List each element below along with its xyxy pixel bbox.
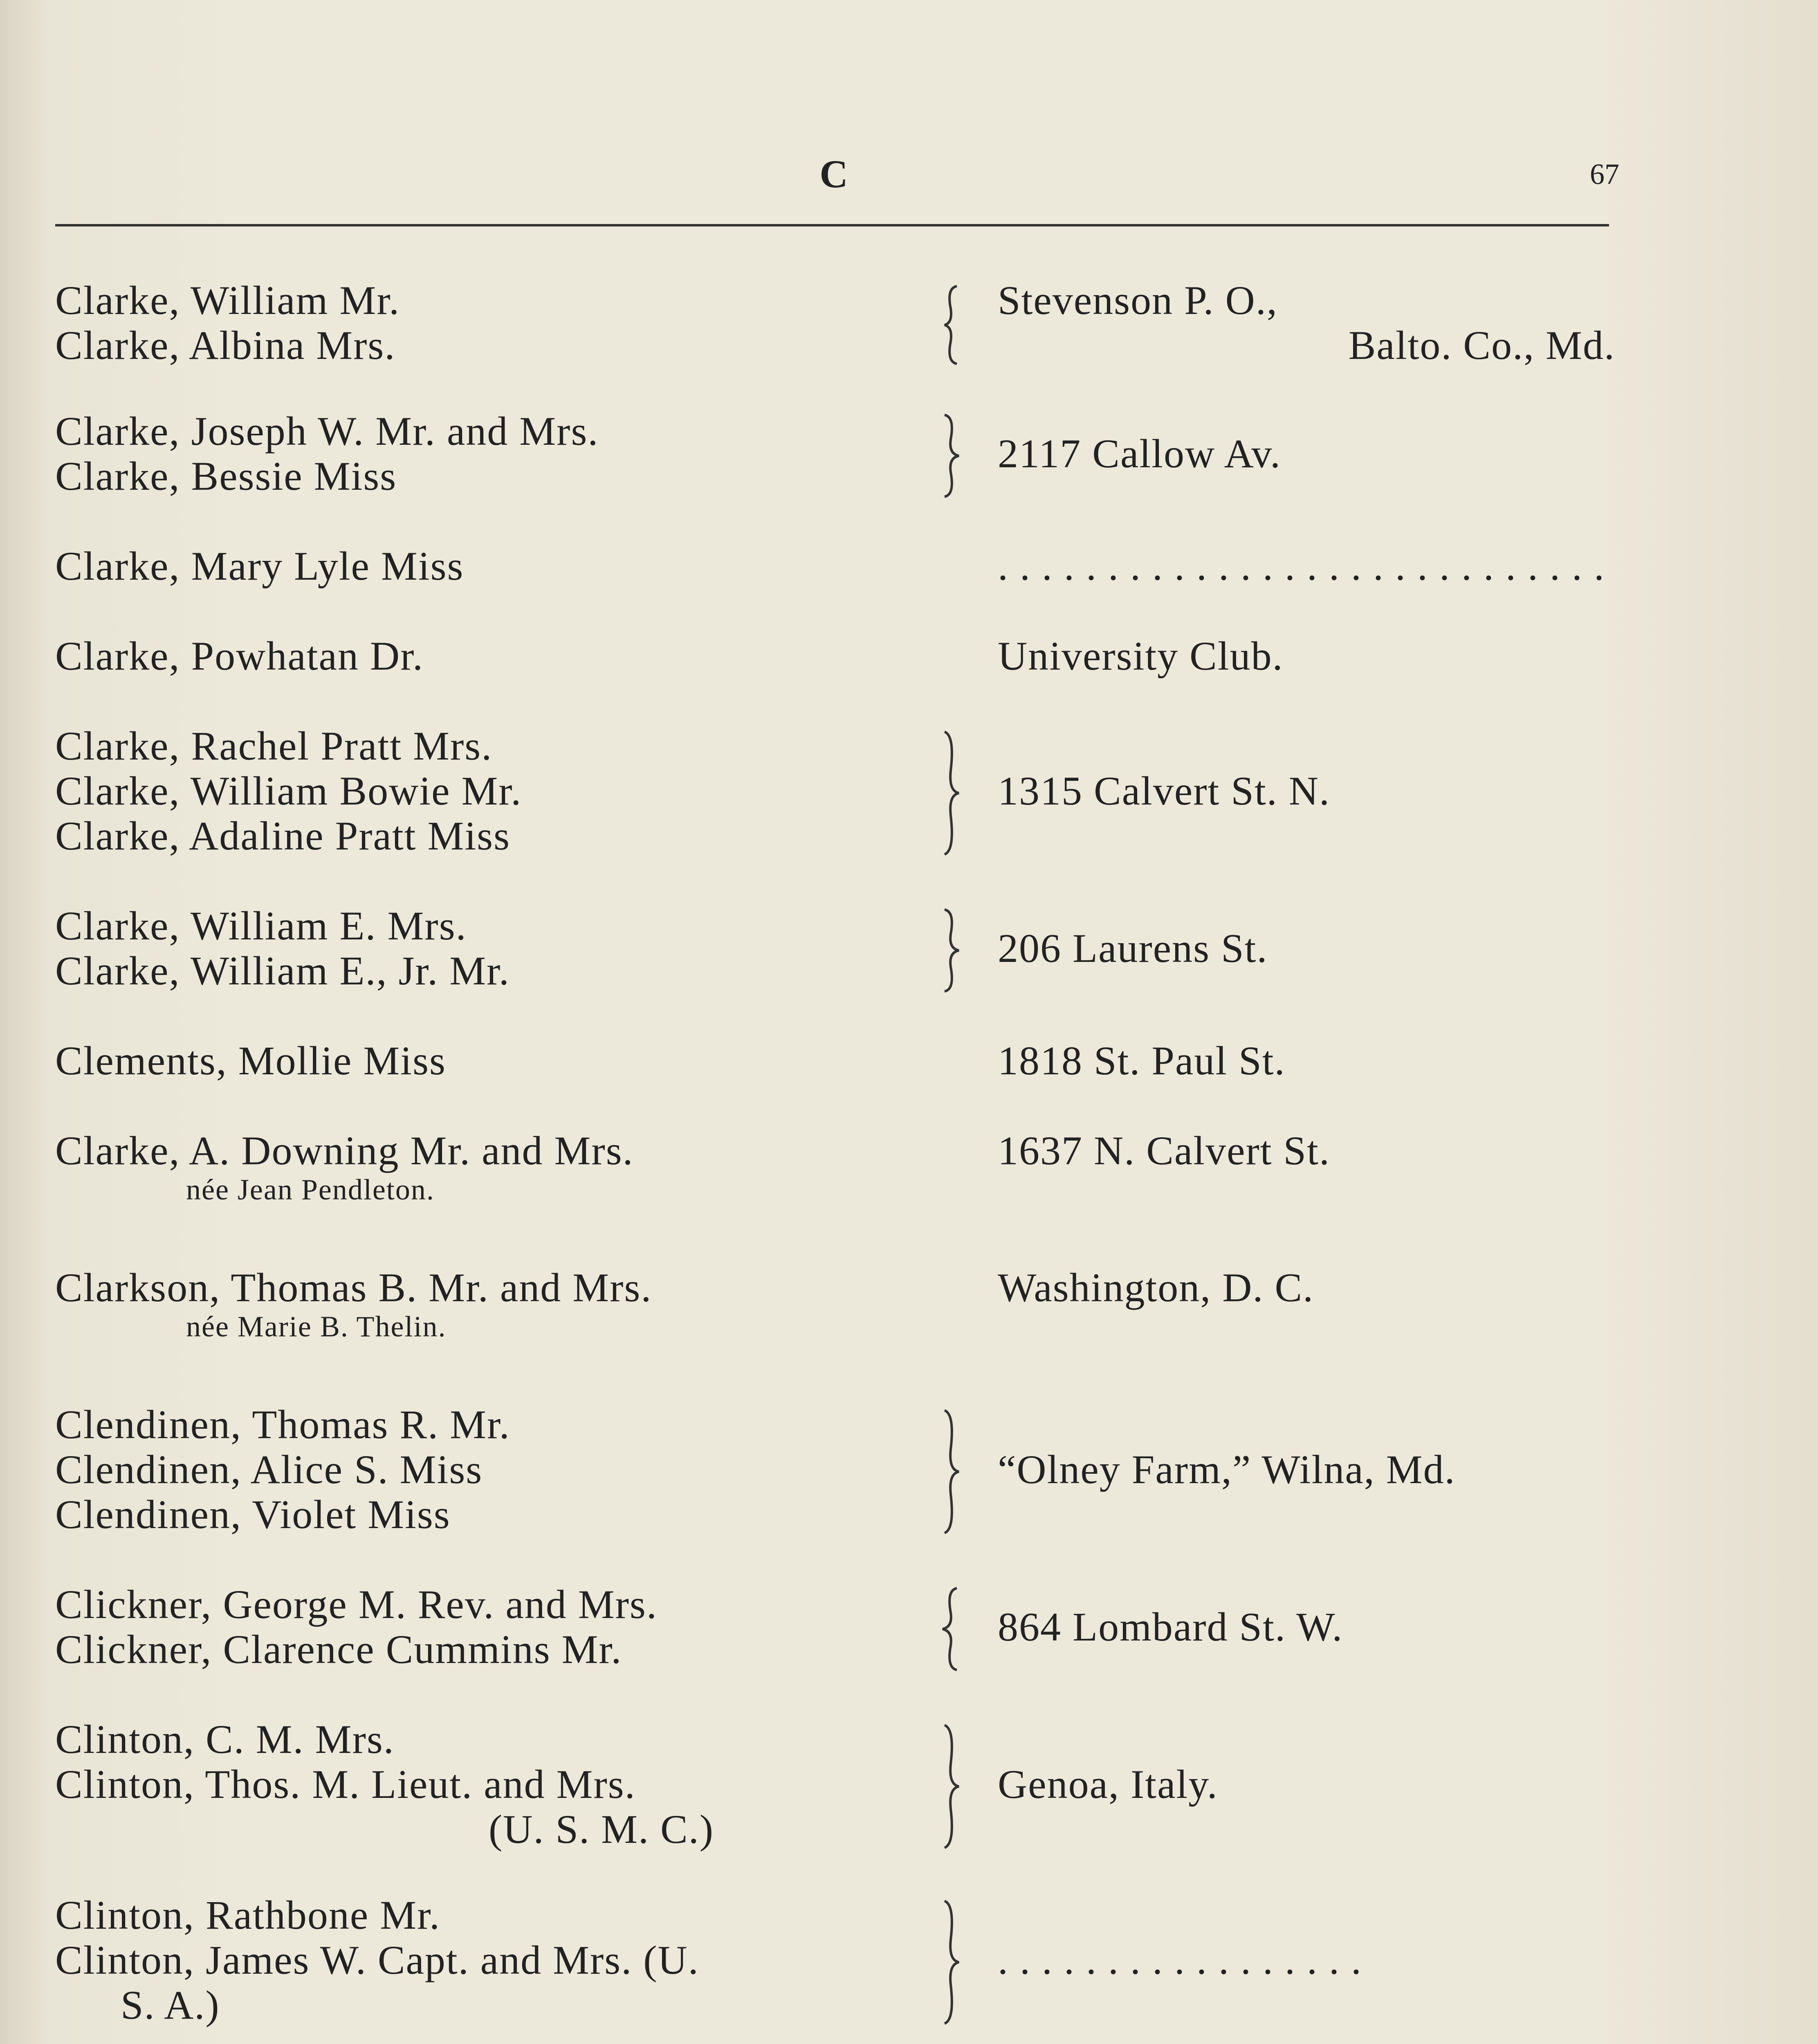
resident-name: Clarke, Adaline Pratt Miss	[55, 813, 510, 858]
resident-name: Clendinen, Violet Miss	[55, 1492, 451, 1537]
brace	[940, 1408, 961, 1535]
resident-name: Clarke, A. Downing Mr. and Mrs.	[55, 1128, 634, 1173]
resident-name: Clinton, Thos. M. Lieut. and Mrs.	[55, 1762, 636, 1807]
maiden-name: née Marie B. Thelin.	[186, 1310, 447, 1343]
brace	[940, 413, 961, 499]
resident-name: Clarke, William Mr.	[55, 278, 400, 323]
resident-name: Clickner, George M. Rev. and Mrs.	[55, 1582, 658, 1627]
resident-name: Clarkson, Thomas B. Mr. and Mrs.	[55, 1265, 652, 1310]
brace	[940, 1723, 961, 1850]
address-line: “Olney Farm,” Wilna, Md.	[998, 1447, 1456, 1492]
brace	[940, 284, 961, 366]
section-letter: C	[819, 152, 849, 196]
resident-name: Clickner, Clarence Cummins Mr.	[55, 1627, 622, 1672]
address-leader: . . . . . . . . . . . . . . . . .	[998, 1937, 1362, 1983]
resident-name: Clarke, Bessie Miss	[55, 453, 397, 499]
resident-name: Clinton, C. M. Mrs.	[55, 1717, 395, 1762]
address-line: Balto. Co., Md.	[1348, 323, 1615, 368]
resident-name: Clarke, Albina Mrs.	[55, 323, 396, 368]
resident-name: Clarke, Joseph W. Mr. and Mrs.	[55, 408, 599, 454]
address-leader: . . . . . . . . . . . . . . . . . . . . . . . . . . . .	[998, 543, 1605, 589]
resident-name: Clements, Mollie Miss	[55, 1038, 446, 1083]
brace	[940, 730, 961, 856]
brace	[940, 908, 961, 993]
brace	[940, 1586, 961, 1672]
address-line: Washington, D. C.	[998, 1265, 1314, 1310]
address-line: 2117 Callow Av.	[998, 431, 1281, 476]
address-line: 1637 N. Calvert St.	[998, 1128, 1330, 1173]
resident-name: Clarke, Powhatan Dr.	[55, 633, 424, 679]
resident-name: Clinton, James W. Capt. and Mrs. (U.	[55, 1937, 699, 1983]
page-number: 67	[1590, 158, 1619, 191]
resident-name: Clendinen, Thomas R. Mr.	[55, 1402, 510, 1447]
brace	[940, 1899, 961, 2026]
maiden-name: née Jean Pendleton.	[186, 1173, 435, 1206]
resident-name: Clarke, William Bowie Mr.	[55, 768, 522, 814]
address-line: Stevenson P. O.,	[998, 278, 1278, 323]
resident-name: Clinton, Rathbone Mr.	[55, 1892, 440, 1938]
resident-name: Clarke, Rachel Pratt Mrs.	[55, 723, 493, 769]
resident-name: Clarke, William E., Jr. Mr.	[55, 948, 510, 993]
address-line: 864 Lombard St. W.	[998, 1604, 1343, 1650]
address-line: 1818 St. Paul St.	[998, 1038, 1286, 1083]
address-line: 1315 Calvert St. N.	[998, 768, 1330, 814]
address-line: 206 Laurens St.	[998, 926, 1268, 971]
address-line: Genoa, Italy.	[998, 1762, 1218, 1807]
resident-name: Clarke, Mary Lyle Miss	[55, 543, 464, 589]
resident-name: S. A.)	[121, 1982, 220, 2028]
resident-name: Clendinen, Alice S. Miss	[55, 1447, 483, 1492]
resident-name: Clarke, William E. Mrs.	[55, 903, 467, 948]
resident-name: (U. S. M. C.)	[489, 1806, 714, 1852]
address-line: University Club.	[998, 633, 1284, 679]
header-rule	[55, 224, 1609, 226]
